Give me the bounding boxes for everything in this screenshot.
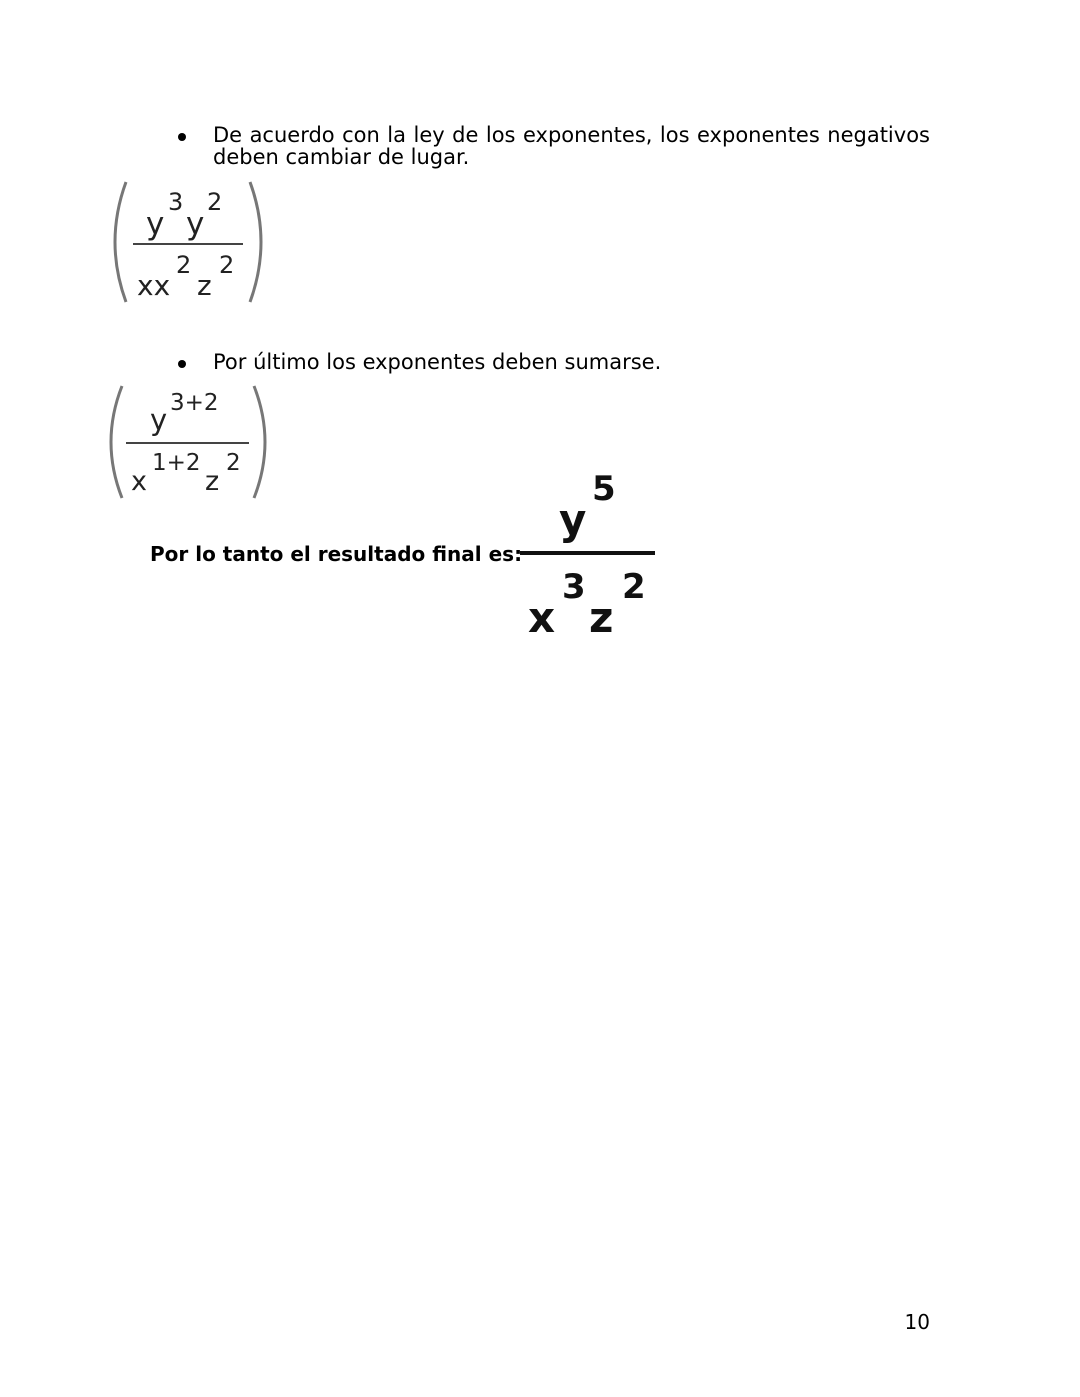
denominator-base-1: xx [137,269,171,302]
fraction-final-result [515,466,665,641]
bullet-item-exponent-rule [178,124,930,168]
result-denominator-base-2: z [589,593,614,641]
numerator-exponent-2: 2 [207,188,223,216]
page-number: 10 [904,1310,930,1334]
result-numerator-exponent: 5 [592,469,616,509]
bullet-dot-icon [178,133,186,141]
right-parenthesis [250,182,261,302]
numerator-exponent-1: 3 [168,188,184,216]
denominator-exponent-2: 2 [219,251,235,279]
numerator-base: y [150,403,168,437]
left-parenthesis [115,182,126,302]
numerator-base-2: y [186,206,205,242]
bullet-dot-icon [178,360,186,368]
math-final-result [515,466,665,645]
denominator-exponent-2: 2 [226,450,241,476]
denominator-exponent-1: 2 [176,251,192,279]
denominator-base-1: x [131,466,147,497]
numerator-exponent: 3+2 [170,390,219,416]
numerator-base-1: y [146,206,165,242]
result-denominator-exponent-1: 3 [562,567,586,607]
bullet-text: Por último los exponentes deben sumarse. [213,350,662,374]
bullet-item-sum-exponents [178,351,930,373]
denominator-base-2: z [205,466,220,497]
fraction-expression-2 [104,382,274,504]
denominator-base-2: z [197,269,212,302]
result-numerator-base: y [559,495,587,544]
left-parenthesis [111,386,122,498]
conclusion-label: Por lo tanto el resultado final es: [150,542,523,566]
math-expression-step2 [104,382,274,508]
right-parenthesis [254,386,265,498]
bullet-text: De acuerdo con la ley de los exponentes, los exponentes negativos deben cambiar de lugar. [213,123,930,169]
fraction-expression-1 [108,176,273,311]
result-denominator-exponent-2: 2 [622,567,646,607]
denominator-exponent-1: 1+2 [152,450,201,476]
result-denominator-base-1: x [528,593,556,641]
math-expression-step1 [108,176,273,315]
